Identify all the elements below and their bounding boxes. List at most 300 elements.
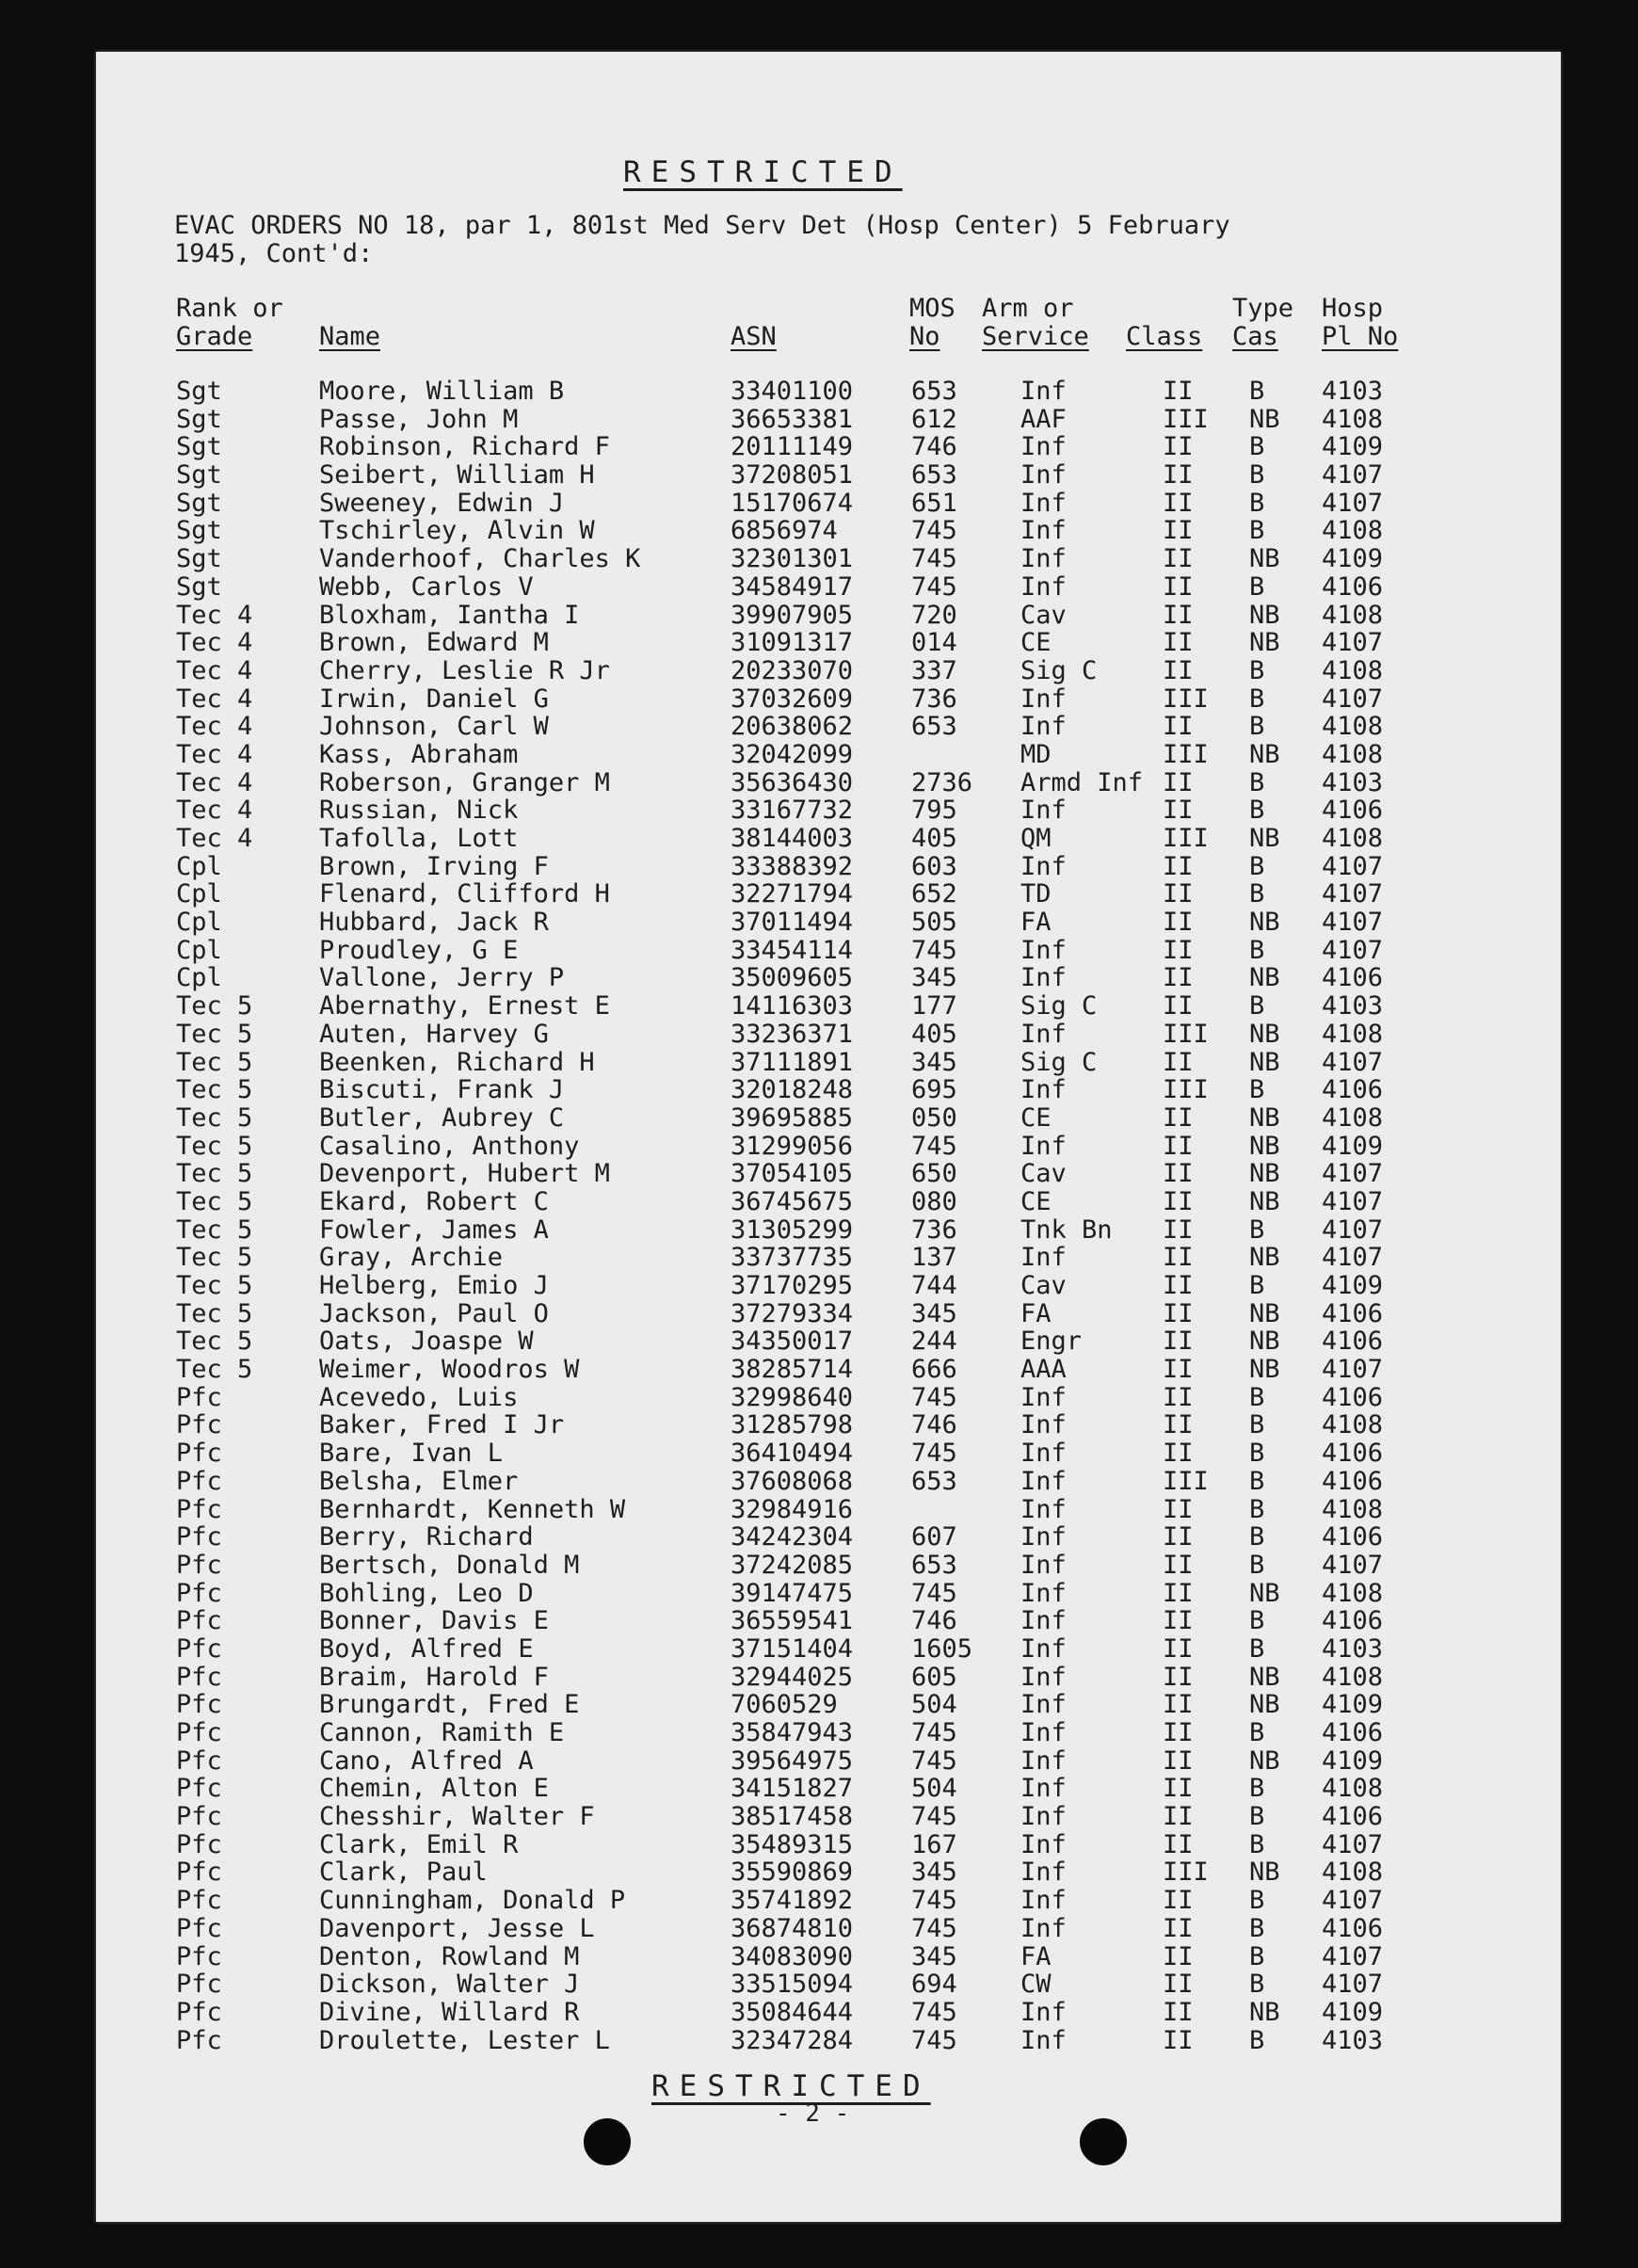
cell-arm: Inf [1020,2025,1067,2055]
cell-class: II [1163,2025,1194,2055]
cell-asn: 36653381 [731,404,854,434]
col-hosp-header [1322,295,1398,351]
cell-name: Droulette, Lester L [319,2025,610,2055]
cell-mos: 345 [911,1047,957,1077]
subject-line-1: EVAC ORDERS NO 18, par 1, 801st Med Serv Det (Hosp Center) 5 February [174,211,1230,240]
cell-class: II [1163,1662,1194,1692]
cell-asn: 38144003 [731,824,854,853]
cell-hosp: 4107 [1322,1355,1384,1385]
cell-arm: Inf [1020,1578,1067,1608]
cell-rank: Tec 5 [176,1298,253,1328]
cell-asn: 35590869 [731,1858,854,1888]
cell-type: B [1249,1970,1265,2000]
cell-hosp: 4106 [1322,796,1384,826]
cell-mos: 744 [911,1271,957,1300]
cell-type: B [1249,1382,1265,1412]
cell-name: Vanderhoof, Charles K [319,544,641,574]
cell-hosp: 4109 [1322,1745,1384,1776]
cell-name: Tschirley, Alvin W [319,516,595,546]
cell-type: NB [1249,1858,1280,1888]
cell-rank: Tec 4 [176,712,253,742]
cell-rank: Sgt [176,516,222,546]
cell-hosp: 4106 [1322,1718,1384,1747]
cell-arm: CE [1020,628,1052,658]
cell-hosp: 4103 [1322,1633,1384,1664]
cell-hosp: 4107 [1322,851,1384,881]
cell-asn: 37054105 [731,1159,854,1189]
cell-arm: Inf [1020,1466,1067,1496]
cell-mos: 745 [911,1578,957,1608]
cell-type: B [1249,1633,1265,1664]
cell-hosp: 4107 [1322,1970,1384,2000]
table-row [96,1048,1561,1076]
cell-arm: FA [1020,1941,1052,1971]
table-row [96,601,1561,629]
cell-arm: Inf [1020,935,1067,965]
cell-class: II [1163,1718,1194,1747]
cell-name: Berry, Richard [319,1522,534,1552]
cell-type: B [1249,655,1265,685]
table-row [96,1858,1561,1886]
table-row [96,1020,1561,1048]
table-row [96,1663,1561,1691]
cell-mos: 345 [911,1858,957,1888]
cell-name: Flenard, Clifford H [319,879,610,909]
cell-class: II [1163,571,1194,602]
cell-hosp: 4108 [1322,404,1384,434]
cell-mos: 345 [911,1941,957,1971]
cell-mos: 746 [911,432,957,462]
cell-class: II [1163,1047,1194,1077]
table-row [96,684,1561,713]
cell-mos: 014 [911,628,957,658]
cell-hosp: 4108 [1322,1102,1384,1133]
cell-rank: Sgt [176,377,222,406]
cell-rank: Sgt [176,488,222,518]
cell-name: Proudley, G E [319,935,519,965]
cell-class: II [1163,1578,1194,1608]
cell-type: NB [1249,1327,1280,1357]
cell-hosp: 4106 [1322,1075,1384,1105]
cell-mos: 405 [911,1019,957,1049]
cell-type: NB [1249,1745,1280,1776]
cell-arm: Inf [1020,1075,1067,1105]
cell-arm: Inf [1020,712,1067,742]
cell-arm: Inf [1020,1019,1067,1049]
cell-type: B [1249,1829,1265,1859]
cell-asn: 35489315 [731,1829,854,1859]
cell-asn: 34584917 [731,571,854,602]
cell-name: Vallone, Jerry P [319,963,565,993]
cell-asn: 35847943 [731,1718,854,1747]
cell-name: Davenport, Jesse L [319,1913,595,1943]
cell-name: Boyd, Alfred E [319,1633,534,1664]
cell-asn: 33167732 [731,796,854,826]
cell-rank: Tec 4 [176,655,253,685]
cell-type: NB [1249,1102,1280,1133]
cell-arm: Inf [1020,460,1067,491]
table-row [96,1103,1561,1132]
col-class-label: Class [1126,322,1203,351]
cell-rank: Sgt [176,544,222,574]
cell-arm: CW [1020,1970,1052,2000]
cell-arm: FA [1020,908,1052,938]
cell-rank: Sgt [176,571,222,602]
cell-class: II [1163,1214,1194,1245]
cell-hosp: 4108 [1322,655,1384,685]
cell-class: II [1163,1355,1194,1385]
cell-arm: Inf [1020,1243,1067,1273]
cell-type: NB [1249,1298,1280,1328]
cell-hosp: 4107 [1322,1829,1384,1859]
cell-asn: 34151827 [731,1774,854,1804]
cell-rank: Tec 4 [176,684,253,714]
cell-arm: Inf [1020,1858,1067,1888]
cell-mos: 345 [911,963,957,993]
cell-class: II [1163,1522,1194,1552]
cell-class: II [1163,544,1194,574]
cell-name: Tafolla, Lott [319,824,519,853]
cell-hosp: 4106 [1322,571,1384,602]
cell-name: Clark, Emil R [319,1829,519,1859]
cell-name: Johnson, Carl W [319,712,549,742]
cell-mos: 612 [911,404,957,434]
cell-rank: Tec 4 [176,767,253,797]
table-row [96,1886,1561,1914]
cell-type: B [1249,1075,1265,1105]
cell-asn: 6856974 [731,516,838,546]
cell-asn: 31305299 [731,1214,854,1245]
cell-hosp: 4106 [1322,1913,1384,1943]
cell-asn: 37170295 [731,1271,854,1300]
cell-name: Cunningham, Donald P [319,1886,626,1916]
cell-hosp: 4103 [1322,2025,1384,2055]
cell-asn: 31091317 [731,628,854,658]
cell-class: II [1163,432,1194,462]
cell-rank: Tec 5 [176,1243,253,1273]
cell-hosp: 4108 [1322,1494,1384,1524]
cell-name: Bernhardt, Kenneth W [319,1494,626,1524]
binder-hole-right [1080,2118,1127,2165]
table-row [96,1522,1561,1551]
cell-rank: Tec 5 [176,1186,253,1216]
cell-hosp: 4106 [1322,1298,1384,1328]
cell-mos: 745 [911,1913,957,1943]
cell-asn: 31299056 [731,1131,854,1161]
cell-type: B [1249,1494,1265,1524]
cell-type: NB [1249,1243,1280,1273]
cell-hosp: 4106 [1322,1382,1384,1412]
cell-type: B [1249,1802,1265,1832]
table-row [96,936,1561,964]
cell-asn: 33236371 [731,1019,854,1049]
cell-hosp: 4107 [1322,1186,1384,1216]
cell-rank: Pfc [176,2025,222,2055]
table-row [96,1075,1561,1103]
cell-asn: 20111149 [731,432,854,462]
cell-name: Cannon, Ramith E [319,1718,565,1747]
cell-hosp: 4107 [1322,460,1384,491]
cell-class: II [1163,1243,1194,1273]
cell-name: Webb, Carlos V [319,571,534,602]
cell-rank: Pfc [176,1633,222,1664]
cell-name: Denton, Rowland M [319,1941,580,1971]
table-row [96,740,1561,768]
cell-hosp: 4107 [1322,908,1384,938]
cell-mos: 666 [911,1355,957,1385]
cell-arm: Cav [1020,600,1067,630]
cell-rank: Tec 5 [176,1159,253,1189]
cell-rank: Pfc [176,1774,222,1804]
cell-type: B [1249,991,1265,1021]
cell-class: II [1163,879,1194,909]
cell-hosp: 4109 [1322,432,1384,462]
cell-rank: Tec 5 [176,1271,253,1300]
cell-class: III [1163,684,1209,714]
col-rank-header [176,295,283,351]
col-arm-header [982,295,1089,351]
cell-class: II [1163,1186,1194,1216]
cell-class: III [1163,1858,1209,1888]
cell-rank: Tec 5 [176,1214,253,1245]
cell-arm: Inf [1020,1131,1067,1161]
cell-arm: Cav [1020,1271,1067,1300]
cell-mos: 745 [911,1997,957,2027]
cell-class: II [1163,516,1194,546]
cell-asn: 35741892 [731,1886,854,1916]
cell-hosp: 4107 [1322,488,1384,518]
cell-type: B [1249,516,1265,546]
cell-name: Dickson, Walter J [319,1970,580,2000]
cell-rank: Pfc [176,1913,222,1943]
cell-rank: Tec 5 [176,1355,253,1385]
cell-mos: 736 [911,684,957,714]
cell-hosp: 4108 [1322,1019,1384,1049]
cell-rank: Tec 5 [176,1327,253,1357]
cell-type: B [1249,1439,1265,1469]
cell-mos: 745 [911,1382,957,1412]
cell-mos: 745 [911,544,957,574]
table-row [96,1551,1561,1579]
cell-name: Chemin, Alton E [319,1774,549,1804]
cell-asn: 36559541 [731,1606,854,1636]
cell-arm: FA [1020,1298,1052,1328]
cell-arm: AAA [1020,1355,1067,1385]
cell-name: Baker, Fred I Jr [319,1410,565,1440]
cell-hosp: 4106 [1322,1327,1384,1357]
cell-mos: 080 [911,1186,957,1216]
cell-name: Brown, Edward M [319,628,549,658]
cell-asn: 35084644 [731,1997,854,2027]
cell-arm: Inf [1020,1522,1067,1552]
cell-type: B [1249,1466,1265,1496]
cell-hosp: 4106 [1322,1439,1384,1469]
cell-asn: 34083090 [731,1941,854,1971]
cell-rank: Pfc [176,1522,222,1552]
cell-name: Bonner, Davis E [319,1606,549,1636]
cell-mos: 603 [911,851,957,881]
cell-arm: Inf [1020,544,1067,574]
cell-arm: Inf [1020,516,1067,546]
cell-rank: Pfc [176,1886,222,1916]
cell-arm: Inf [1020,488,1067,518]
cell-rank: Tec 5 [176,1102,253,1133]
cell-type: B [1249,1941,1265,1971]
cell-arm: AAF [1020,404,1067,434]
cell-mos: 745 [911,1439,957,1469]
cell-type: B [1249,851,1265,881]
table-row [96,1383,1561,1411]
cell-mos: 244 [911,1327,957,1357]
cell-mos: 2736 [911,767,973,797]
cell-rank: Cpl [176,879,222,909]
col-mos-bottom: No [909,322,940,351]
cell-asn: 39907905 [731,600,854,630]
cell-arm: Inf [1020,432,1067,462]
cell-type: NB [1249,544,1280,574]
cell-arm: Inf [1020,1997,1067,2027]
cell-rank: Pfc [176,1718,222,1747]
cell-name: Bertsch, Donald M [319,1550,580,1580]
cell-type: B [1249,1550,1265,1580]
cell-name: Bloxham, Iantha I [319,600,580,630]
cell-arm: Inf [1020,1913,1067,1943]
cell-name: Biscuti, Frank J [319,1075,565,1105]
cell-rank: Pfc [176,1578,222,1608]
cell-class: III [1163,1019,1209,1049]
table-row [96,1439,1561,1467]
col-arm-top: Arm or [982,294,1074,323]
cell-mos: 746 [911,1410,957,1440]
cell-asn: 20638062 [731,712,854,742]
cell-arm: QM [1020,824,1052,853]
cell-hosp: 4108 [1322,1578,1384,1608]
cell-class: II [1163,1774,1194,1804]
cell-asn: 32301301 [731,544,854,574]
cell-asn: 33737735 [731,1243,854,1273]
cell-type: B [1249,1410,1265,1440]
cell-class: II [1163,1970,1194,2000]
col-mos-header [909,295,956,351]
cell-name: Weimer, Woodros W [319,1355,580,1385]
cell-arm: Inf [1020,1829,1067,1859]
cell-mos: 745 [911,2025,957,2055]
cell-class: III [1163,1466,1209,1496]
table-row [96,405,1561,433]
cell-class: II [1163,1131,1194,1161]
cell-arm: CE [1020,1186,1052,1216]
cell-class: II [1163,1298,1194,1328]
cell-mos: 745 [911,1718,957,1747]
cell-arm: CE [1020,1102,1052,1133]
col-asn-label: ASN [731,322,777,351]
cell-asn: 20233070 [731,655,854,685]
cell-hosp: 4103 [1322,991,1384,1021]
cell-mos: 650 [911,1159,957,1189]
table-row [96,1970,1561,1998]
cell-class: II [1163,1410,1194,1440]
cell-mos: 504 [911,1690,957,1720]
table-row [96,852,1561,880]
table-row [96,1942,1561,1970]
cell-hosp: 4107 [1322,628,1384,658]
cell-name: Bare, Ivan L [319,1439,504,1469]
cell-type: NB [1249,1662,1280,1692]
cell-class: II [1163,1327,1194,1357]
table-row [96,544,1561,572]
cell-asn: 37011494 [731,908,854,938]
cell-name: Gray, Archie [319,1243,504,1273]
cell-mos: 653 [911,460,957,491]
cell-name: Beenken, Richard H [319,1047,595,1077]
cell-asn: 32944025 [731,1662,854,1692]
cell-hosp: 4109 [1322,1997,1384,2027]
cell-name: Oats, Joaspe W [319,1327,534,1357]
cell-name: Acevedo, Luis [319,1382,519,1412]
cell-type: B [1249,935,1265,965]
cell-asn: 34242304 [731,1522,854,1552]
cell-hosp: 4106 [1322,1522,1384,1552]
cell-type: NB [1249,1355,1280,1385]
col-mos-top: MOS [909,294,956,323]
binder-hole-left [584,2118,631,2165]
cell-mos: 736 [911,1214,957,1245]
table-row [96,1998,1561,2026]
cell-type: B [1249,879,1265,909]
cell-hosp: 4107 [1322,1159,1384,1189]
table-row [96,712,1561,740]
cell-name: Irwin, Daniel G [319,684,549,714]
cell-asn: 39147475 [731,1578,854,1608]
cell-hosp: 4107 [1322,1214,1384,1245]
table-row [96,1830,1561,1858]
table-row [96,1718,1561,1746]
cell-asn: 37111891 [731,1047,854,1077]
cell-arm: Inf [1020,1633,1067,1664]
table-row [96,1690,1561,1718]
cell-arm: Inf [1020,1410,1067,1440]
cell-type: B [1249,432,1265,462]
cell-hosp: 4106 [1322,963,1384,993]
cell-hosp: 4109 [1322,1271,1384,1300]
table-row [96,628,1561,656]
cell-type: B [1249,377,1265,406]
cell-arm: Engr [1020,1327,1083,1357]
table-row [96,1327,1561,1355]
cell-rank: Cpl [176,935,222,965]
cell-arm: Inf [1020,1606,1067,1636]
cell-type: B [1249,1214,1265,1245]
cell-class: II [1163,1271,1194,1300]
cell-mos: 695 [911,1075,957,1105]
cell-hosp: 4107 [1322,1243,1384,1273]
cell-type: B [1249,460,1265,491]
cell-class: II [1163,655,1194,685]
table-row [96,1606,1561,1634]
cell-arm: Inf [1020,1718,1067,1747]
cell-asn: 37279334 [731,1298,854,1328]
cell-name: Helberg, Emio J [319,1271,549,1300]
cell-type: B [1249,684,1265,714]
cell-type: NB [1249,1578,1280,1608]
cell-rank: Pfc [176,1606,222,1636]
cell-hosp: 4108 [1322,600,1384,630]
cell-arm: Inf [1020,1550,1067,1580]
cell-mos: 653 [911,377,957,406]
cell-asn: 32018248 [731,1075,854,1105]
table-row [96,1271,1561,1299]
cell-mos: 137 [911,1243,957,1273]
